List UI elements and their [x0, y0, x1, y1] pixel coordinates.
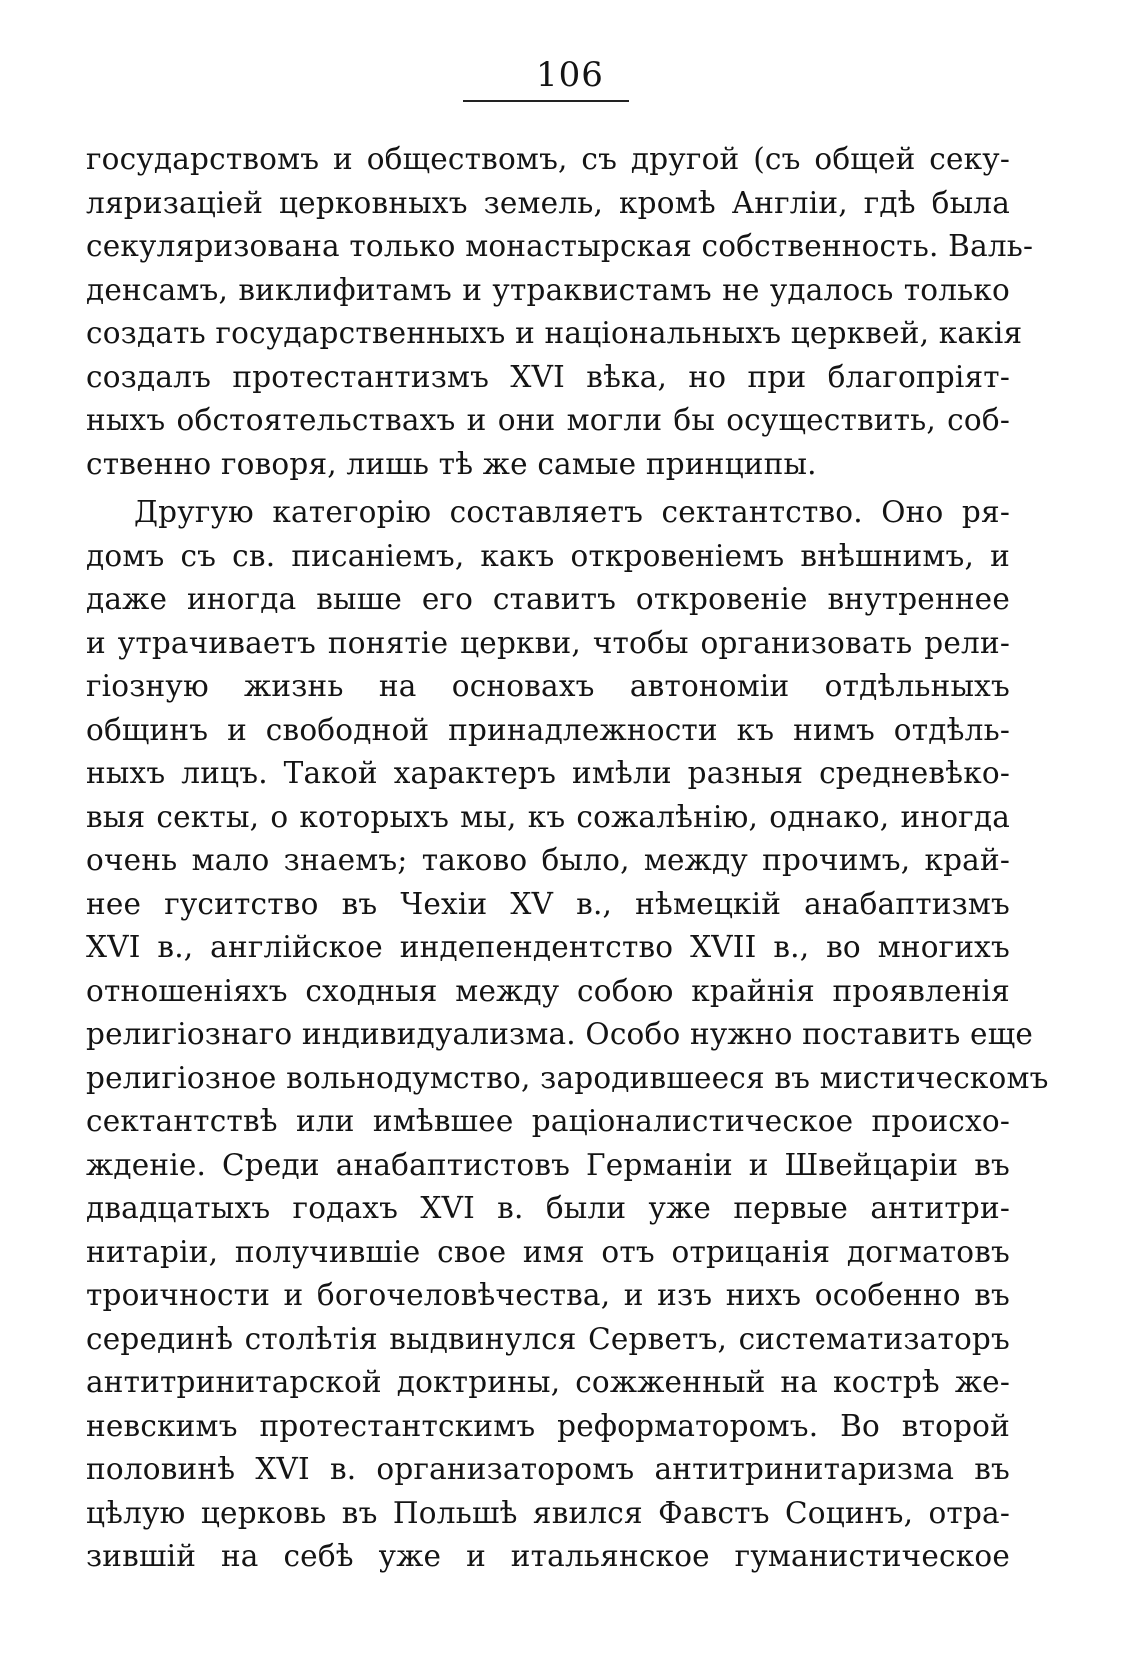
text-line: нее гуситство въ Чехiи XV в., нѣмецкiй анабаптизмъ: [86, 886, 1010, 921]
text-line: жденiе. Среди анабаптистовъ Германiи и Швейцарiи въ: [86, 1147, 1010, 1182]
text-line: государствомъ и обществомъ, съ другой (съ общей секу-: [86, 142, 1010, 176]
text-line: создать государственныхъ и нацiональныхъ церквей, какiя: [86, 316, 1023, 350]
page-number-rule: [463, 100, 629, 102]
text-line: выя секты, о которыхъ мы, къ сожалѣнiю, однако, иногда: [86, 799, 1010, 834]
text-line: двадцатыхъ годахъ XVI в. были уже первые антитри-: [86, 1191, 1010, 1225]
text-line: антитринитарской доктрины, сожженный на кострѣ же-: [86, 1365, 1010, 1399]
text-line: невскимъ протестантскимъ реформаторомъ. Во второй: [86, 1408, 1010, 1443]
text-line: и утрачиваетъ понятiе церкви, чтобы организовать рели-: [86, 625, 1010, 660]
text-line: ныхъ обстоятельствахъ и они могли бы осуществить, соб-: [86, 403, 1010, 437]
text-line: очень мало знаемъ; таково было, между прочимъ, край-: [86, 843, 1010, 877]
text-line: XVI в., англiйское индепендентство XVII в., во многихъ: [86, 930, 1010, 964]
text-line: даже иногда выше его ставитъ откровенiе внутреннее: [86, 582, 1010, 616]
text-line: Другую категорiю составляетъ сектантство. Оно ря-: [134, 495, 1010, 529]
text-line: сектантствѣ или имѣвшее рацiоналистическое происхо-: [86, 1104, 1010, 1138]
text-line: религiозное вольнодумство, зародившееся въ мистическомъ: [86, 1060, 1049, 1095]
text-line: серединѣ столѣтiя выдвинулся Серветъ, систематизаторъ: [86, 1321, 1010, 1356]
text-line: ляризацiей церковныхъ земель, кромѣ Англiи, гдѣ была: [86, 185, 1010, 220]
text-line: половинѣ XVI в. организаторомъ антитринитаризма въ: [86, 1452, 1010, 1486]
text-line: отношенiяхъ сходныя между собою крайнiя проявленiя: [86, 973, 1010, 1008]
paragraph-1: [86, 138, 1034, 486]
text-line: религiознаго индивидуализма. Особо нужно поставить еще: [86, 1017, 1033, 1051]
text-line: создалъ протестантизмъ XVI вѣка, но при благопрiят-: [86, 359, 1010, 394]
text-line: цѣлую церковь въ Польшѣ явился Фавстъ Социнъ, отра-: [86, 1495, 1010, 1530]
text-line: секуляризована только монастырская собственность. Валь-: [86, 229, 1034, 263]
body-text: [86, 138, 1049, 1579]
text-line: ственно говоря, лишь тѣ же самые принципы.: [86, 446, 817, 481]
paragraph-2: [86, 491, 1049, 1579]
text-line: домъ съ св. писанiемъ, какъ откровенiемъ внѣшнимъ, и: [86, 538, 1010, 573]
text-line: гiозную жизнь на основахъ автономiи отдѣльныхъ: [86, 669, 1010, 703]
text-line: ныхъ лицъ. Такой характеръ имѣли разныя средневѣко-: [86, 756, 1010, 790]
text-line: общинъ и свободной принадлежности къ нимъ отдѣль-: [86, 712, 1010, 747]
text-line: зившiй на себѣ уже и итальянское гуманистическое: [86, 1539, 1010, 1573]
page-number: 106: [536, 55, 604, 95]
text-line: денсамъ, виклифитамъ и утраквистамъ не удалось только: [86, 272, 1010, 307]
text-line: нитарiи, получившiе свое имя отъ отрицанiя догматовъ: [86, 1234, 1010, 1269]
text-line: троичности и богочеловѣчества, и изъ нихъ особенно въ: [86, 1278, 1010, 1312]
